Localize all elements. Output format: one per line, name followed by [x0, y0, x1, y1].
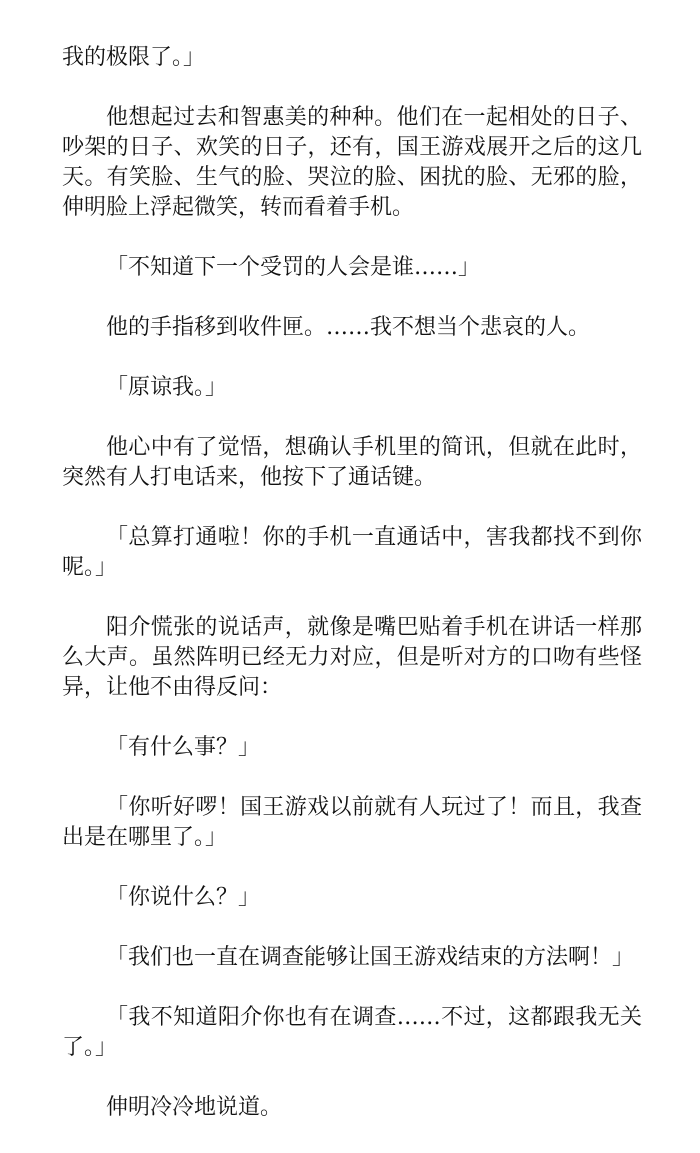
paragraph: 「有什么事？」: [106, 735, 261, 760]
paragraph: 「我不知道阳介你也有在调查……不过，这都跟我无关了。」: [62, 1005, 642, 1060]
paragraph: 伸明冷冷地说道。: [106, 1095, 283, 1120]
document-page: [62, 43, 642, 1153]
paragraph: 他的手指移到收件匣。……我不想当个悲哀的人。: [106, 315, 591, 340]
paragraph: 「不知道下一个受罚的人会是谁……」: [106, 255, 481, 280]
paragraph: 我的极限了。」: [62, 45, 206, 70]
paragraph: 「你说什么？」: [106, 885, 261, 910]
paragraph: 他想起过去和智惠美的种种。他们在一起相处的日子、吵架的日子、欢笑的日子，还有，国王游戏展开之后的这几天。有笑脸、生气的脸、哭泣的脸、困扰的脸、无邪的脸，伸明脸上浮起微笑，转而看着手机。: [62, 105, 642, 220]
paragraph: 「原谅我。」: [106, 375, 228, 400]
paragraph: 阳介慌张的说话声，就像是嘴巴贴着手机在讲话一样那么大声。虽然阵明已经无力对应，但是听对方的口吻有些怪异，让他不由得反问：: [62, 615, 642, 700]
paragraph: 「总算打通啦！你的手机一直通话中，害我都找不到你呢。」: [62, 525, 642, 580]
paragraph: 「你听好啰！国王游戏以前就有人玩过了！而且，我查出是在哪里了。」: [62, 795, 642, 850]
paragraph: 他心中有了觉悟，想确认手机里的简讯，但就在此时，突然有人打电话来，他按下了通话键。: [62, 435, 642, 490]
paragraph: 「我们也一直在调查能够让国王游戏结束的方法啊！」: [106, 945, 635, 970]
